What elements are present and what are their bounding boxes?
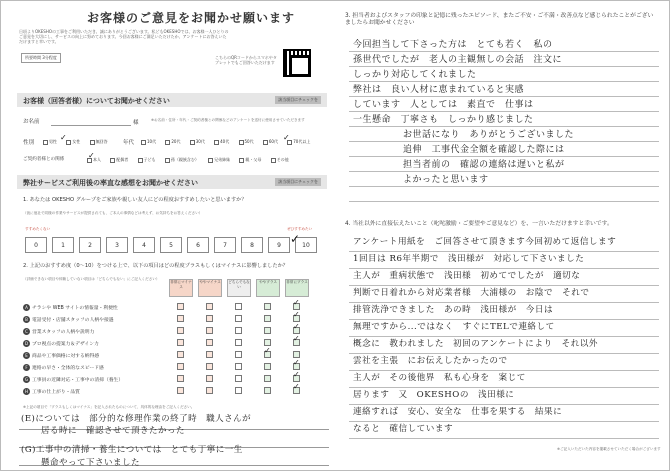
impact-checkbox-a-0[interactable] <box>177 303 184 310</box>
handwriting-line: アンケート用紙を ご回答させて頂きます今回初めて返信します <box>353 237 617 247</box>
handwriting-line: 今回担当して下さった方は とても若く 私の <box>353 40 553 50</box>
handwriting-line: 一生懸命 丁寧さも しっかり感じました <box>353 115 534 125</box>
scale-option-0[interactable]: 0 <box>25 237 47 253</box>
impact-col-4: 非常にプラス <box>285 279 309 297</box>
handwriting-line: 居ります 又 OKESHOの 浅田様に <box>353 390 515 400</box>
impact-checkbox-e-1[interactable] <box>206 351 213 358</box>
scale-option-7[interactable]: 7 <box>214 237 236 253</box>
impact-item-key: H <box>24 389 28 394</box>
handwriting-line: 判断で日着れから対応業者様 大浦様の お陰で それで <box>353 288 590 298</box>
age-option-20s[interactable]: 20代 <box>165 139 180 144</box>
impact-item-label: 連絡の早さ・全体的なスピード感 <box>32 366 104 371</box>
impact-checkbox-c-3[interactable] <box>264 327 271 334</box>
impact-checkbox-d-1[interactable] <box>206 339 213 346</box>
gender-option-male[interactable]: 男性 <box>43 139 57 144</box>
impact-check-mark-b: ✓ <box>293 310 300 319</box>
intro-text: 日頃よりOKESHOの工事をご利用いただき、誠にありがとうございます。私どもOKESHOでは、お客様一人ひとりのご意見を大切にし、サービスの向上に努めております。今回お客様にご満足いただけたか、アンケートにお答えいただけますと幸いです。 <box>19 29 229 44</box>
impact-checkbox-d-3[interactable] <box>264 339 271 346</box>
handwriting-line: 無理ですから...ではなく すぐにTELで連絡して <box>353 322 555 332</box>
impact-checkbox-c-2[interactable] <box>235 327 242 334</box>
impact-checkbox-f-3[interactable] <box>264 363 271 370</box>
impact-item-b <box>23 316 114 323</box>
relation-options <box>87 157 297 163</box>
impact-check-mark-h: ✓ <box>293 382 300 391</box>
impact-item-a <box>23 304 118 311</box>
impact-item-key: F <box>23 364 30 371</box>
impact-checkbox-f-1[interactable] <box>206 363 213 370</box>
impact-checkbox-b-3[interactable] <box>264 315 271 322</box>
impact-item-label: 商品や工事価格に対する納得感 <box>32 354 100 359</box>
reason-handwriting-3: (G)工事中の清掃・養生については とても丁寧に一生 <box>21 445 243 455</box>
impact-checkbox-c-0[interactable] <box>177 327 184 334</box>
impact-item-d <box>23 340 99 347</box>
handwriting-line: 概念に 教われました 初回のアンケートにより それ以外 <box>353 339 599 349</box>
impact-checkbox-g-2[interactable] <box>235 375 242 382</box>
impact-checkbox-d-2[interactable] <box>235 339 242 346</box>
q3-heading: 3. 担当者およびスタッフの印象と記憶に残ったエピソード、またご不安・ご不満・改善点など感じられたことがございましたらお聞かせください <box>345 13 654 26</box>
impact-col-0: 非常にマイナス <box>169 279 193 297</box>
check-tag: 該当項目にチェックを <box>275 96 321 104</box>
age-option-60s[interactable]: 60代 <box>263 139 278 144</box>
age-option-50s[interactable]: 50代 <box>239 139 254 144</box>
impact-col-3: ややプラス <box>256 279 280 297</box>
name-note: ※お名前・住所・年代・ご契約者様との関係などのアンケートを送付に使用させていただきます <box>151 118 305 122</box>
time-badge: 所要時間 3分程度 <box>21 53 61 63</box>
impact-checkbox-b-0[interactable] <box>177 315 184 322</box>
scale-right-label: ぜひすすめたい <box>287 227 313 231</box>
handwriting-line: しています 人としては 素直で 仕事は <box>353 100 534 110</box>
impact-item-key: E <box>23 352 30 359</box>
relation-label: ご契約者様との関係 <box>23 157 65 162</box>
name-suffix: 様 <box>133 120 139 126</box>
impact-checkbox-h-1[interactable] <box>206 387 213 394</box>
name-label: お名前 <box>23 119 40 125</box>
handwriting-line: 1回目は R6年半期で 浅田様が 対応して下さいました <box>353 254 585 264</box>
q2-note: （評価できない項目や体験していない項目は「どちらでもない」にご記入ください） <box>23 277 160 281</box>
relation-option-spouse[interactable]: 配偶者 <box>110 157 128 162</box>
impact-item-label: 営業スタッフの人柄や説明力 <box>32 330 95 335</box>
impact-item-label: 工事員の近隣対応・工事中の清掃（養生） <box>32 378 124 383</box>
age-option-30s[interactable]: 30代 <box>190 139 205 144</box>
impact-item-f <box>23 364 104 371</box>
impact-item-key: A <box>23 304 30 311</box>
impact-checkbox-g-3[interactable] <box>264 375 271 382</box>
impact-checkbox-a-1[interactable] <box>206 303 213 310</box>
impact-item-label: 電話受付・店舗スタッフの人柄や接遇 <box>32 318 114 323</box>
impact-item-label: プロ視点の提案力＆デザイン力 <box>32 342 99 347</box>
impact-checkbox-g-1[interactable] <box>206 375 213 382</box>
answer-line <box>349 186 659 187</box>
qr-code-icon[interactable] <box>283 49 311 77</box>
section-respondent-title: お客様（回答者様）についてお聞かせください <box>23 97 170 105</box>
q1-note: （仮に他社で同様の作業やサービスが提供されても、ご本人の事情などは考えず、お気持ちをお答えください） <box>23 211 203 215</box>
scale-option-3[interactable]: 3 <box>106 237 128 253</box>
impact-grid <box>169 298 313 395</box>
age-option-10s[interactable]: 10代 <box>141 139 156 144</box>
section-feedback-title: 弊社サービスご利用後の率直な感想をお聞かせください <box>23 179 198 187</box>
reason-handwriting-1: (E)については 部分的な修理作業の終了時 職人さんが <box>21 414 252 424</box>
impact-check-mark-f: ✓ <box>293 358 300 367</box>
scale-option-2[interactable]: 2 <box>79 237 101 253</box>
impact-item-g <box>23 376 123 383</box>
impact-item-label: 工事の仕上がり・品質 <box>32 390 80 395</box>
handwriting-line: 弊社は 良い人材に恵まれていると実感 <box>353 85 525 95</box>
impact-checkbox-b-1[interactable] <box>206 315 213 322</box>
impact-checkbox-f-0[interactable] <box>177 363 184 370</box>
reason-handwriting-4: 懸命やって下さいました <box>41 458 141 468</box>
impact-col-1: ややマイナス <box>198 279 222 297</box>
impact-checkbox-e-4[interactable] <box>293 351 300 358</box>
impact-check-mark-g: ✓ <box>293 370 300 379</box>
impact-checkbox-e-2[interactable] <box>235 351 242 358</box>
impact-item-key: C <box>23 328 30 335</box>
impact-item-key: D <box>24 341 29 346</box>
impact-item-key: B <box>23 316 30 323</box>
relation-option-child[interactable]: 子ども <box>138 157 156 162</box>
section-respondent-header <box>17 93 327 107</box>
impact-checkbox-h-0[interactable] <box>177 387 184 394</box>
check-tag-2: 該当項目にチェックを <box>275 178 321 186</box>
impact-check-mark-c: ✓ <box>293 322 300 331</box>
handwriting-line: 主人が その後他界 私も心身を 案じて <box>353 373 526 383</box>
impact-checkbox-h-2[interactable] <box>235 387 242 394</box>
q2-text: 2. 上記のおすすめ度（0〜10）をつける上で、以下の項目はどの程度プラスもしくはマイナスに影響しましたか？ <box>23 263 288 269</box>
impact-checkbox-f-2[interactable] <box>235 363 242 370</box>
handwriting-line: 孫世代でしたが 老人の主観無しの会話 注文に <box>353 55 563 65</box>
impact-checkbox-h-3[interactable] <box>264 387 271 394</box>
impact-checkbox-b-2[interactable] <box>235 315 242 322</box>
scale-option-5[interactable]: 5 <box>160 237 182 253</box>
gender-label: 性別 <box>23 140 35 146</box>
impact-item-e <box>23 352 99 359</box>
relation-option-parent[interactable]: 親・父母 <box>239 157 261 162</box>
impact-check-mark-a: ✓ <box>293 298 300 307</box>
handwriting-line: お世話になり ありがとうございました <box>403 130 575 140</box>
relation-option-self[interactable]: 本人 <box>87 157 101 162</box>
handwriting-line: 排管洗浄できました あの時 浅田様が 今日は <box>353 305 554 315</box>
age-check-mark: ✓ <box>283 133 290 142</box>
relation-check-mark: ✓ <box>88 151 95 160</box>
answer-line <box>349 438 659 439</box>
scale-option-8[interactable]: 8 <box>241 237 263 253</box>
impact-item-label: チラシや WEB サイトの情報量・利便性 <box>32 306 118 311</box>
impact-checkbox-d-0[interactable] <box>177 339 184 346</box>
name-field[interactable] <box>51 125 131 126</box>
scale-left-label: すすめたくない <box>25 227 51 231</box>
answer-line <box>349 201 659 202</box>
handwriting-line: なると 確信しています <box>353 424 454 434</box>
age-label: 年代 <box>123 140 135 146</box>
handwriting-line: しっかり対応してくれました <box>353 70 477 80</box>
scale-option-9[interactable]: 9 <box>268 237 290 253</box>
age-option-40s[interactable]: 40代 <box>214 139 229 144</box>
age-option-70s-plus[interactable]: 70代以上 <box>287 139 310 144</box>
scale-option-10[interactable]: 10 <box>295 237 317 253</box>
form-title: お客様のご意見をお聞かせ願います <box>87 11 296 25</box>
impact-checkbox-a-2[interactable] <box>235 303 242 310</box>
q4-heading: 4. 当社以外に直接伝えたいこと（叱咤激励・ご要望やご意見など）を、一言いただけますと幸いです。 <box>345 221 613 227</box>
gender-option-female[interactable]: 女性 <box>66 139 80 144</box>
handwriting-line: 雲社を主張 にお伝えしたかったので <box>353 356 508 366</box>
relation-option-grandchild[interactable]: 孫（親族含む） <box>165 157 199 162</box>
scale-option-6[interactable]: 6 <box>187 237 209 253</box>
impact-checkbox-a-3[interactable] <box>264 303 271 310</box>
impact-checkbox-g-0[interactable] <box>177 375 184 382</box>
qr-instructions: こちらのQRコードからスマホやタブレットでもご回答いただけます <box>215 55 277 65</box>
answer-line <box>349 171 659 172</box>
age-options <box>141 139 318 145</box>
impact-check-mark-e: ✓ <box>264 346 271 355</box>
impact-checkbox-e-0[interactable] <box>177 351 184 358</box>
impact-item-c <box>23 328 94 335</box>
q1-text: 1. あなたは OKESHO グループをご家族や親しい友人にどの程度おすすめしたいと思いますか？ <box>23 197 247 203</box>
relation-option-other[interactable]: その他 <box>271 157 289 162</box>
reason-handwriting-2: 居る時に 確認させて頂きたかった <box>41 426 186 436</box>
reason-note: ※上記の項目で「プラスもしくはマイナス」を記入されたものについて、具体的な理由をご記入ください。 <box>23 405 195 409</box>
impact-item-h <box>23 388 80 395</box>
handwriting-line: よかったと思います <box>403 175 489 185</box>
gender-option-none[interactable]: 無回答 <box>90 139 108 144</box>
impact-check-mark-d: ✓ <box>293 334 300 343</box>
scale-option-4[interactable]: 4 <box>133 237 155 253</box>
gender-check-mark: ✓ <box>60 133 67 142</box>
impact-checkbox-c-1[interactable] <box>206 327 213 334</box>
scale-check-mark: ✓ <box>290 232 301 246</box>
impact-col-2: どちらでもない <box>227 279 251 297</box>
relation-option-sibling[interactable]: 兄弟姉妹 <box>208 157 230 162</box>
section-feedback-header <box>17 175 327 189</box>
handwriting-line: 担当者前の 確認の連絡は遅いと私が <box>403 160 565 170</box>
scale-option-1[interactable]: 1 <box>52 237 74 253</box>
gender-options <box>43 139 116 145</box>
q4-publish-note: ※ご記入いただいた内容を掲載させていただく場合がございます <box>557 447 661 451</box>
handwriting-line: 連絡すれば 安心、安全な 仕事を果する 結果に <box>353 407 563 417</box>
impact-item-key: G <box>24 377 29 382</box>
handwriting-line: 主人が 重病状態で 浅田様 初めてでしたが 適切な <box>353 271 581 281</box>
handwriting-line: 追伸 工事代金全額を確認した際には <box>403 145 565 155</box>
recommend-scale <box>25 237 325 257</box>
